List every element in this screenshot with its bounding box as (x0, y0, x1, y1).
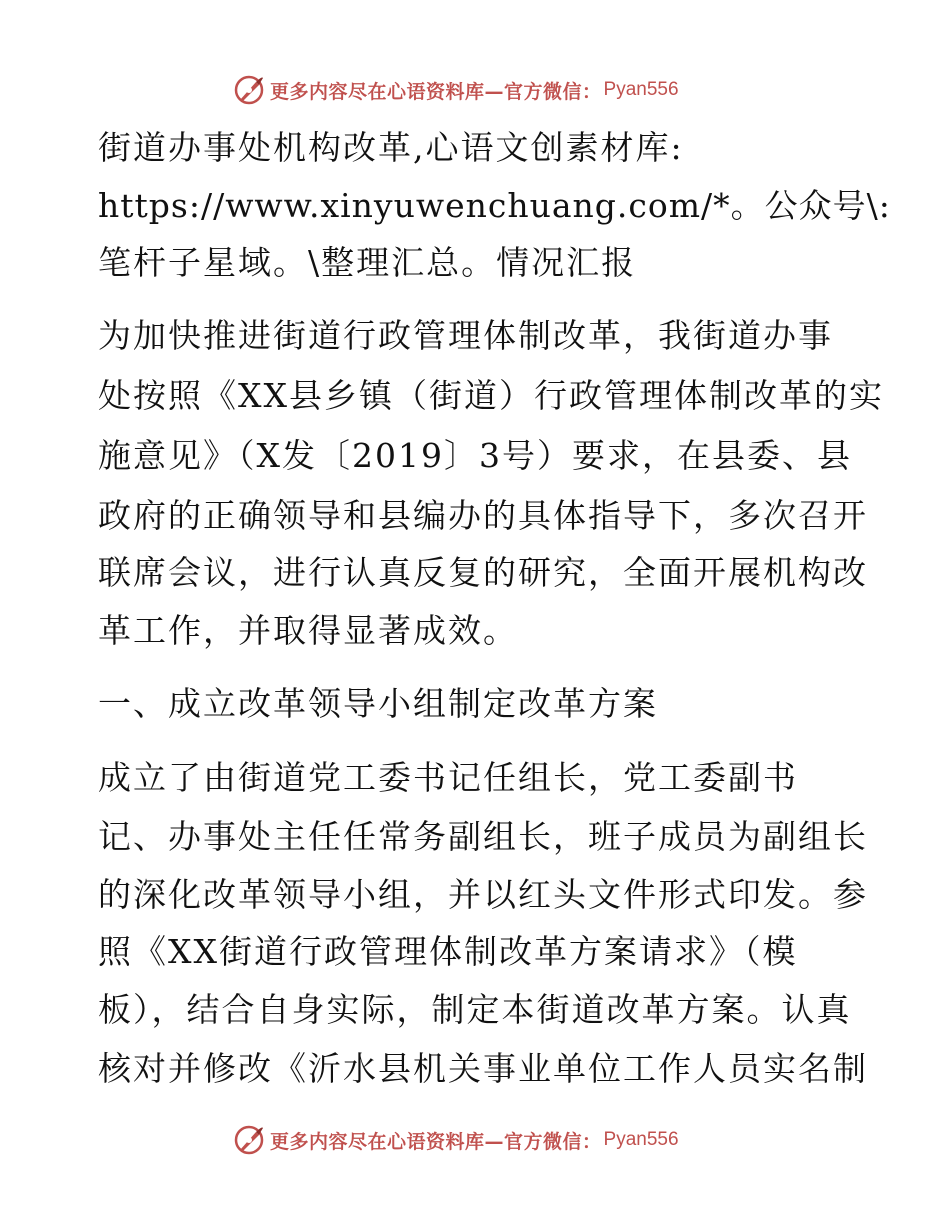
watermark-text: 更多内容尽在心语资料库—官方微信： (270, 1130, 602, 1153)
title-line-2: https://www.xinyuwenchuang.com/*。公众号\: (98, 186, 891, 225)
watermark-wechat-id: Pyan556 (603, 1129, 679, 1150)
watermark-text: 更多内容尽在心语资料库—官方微信： (270, 80, 602, 103)
body-line-2: 记、办事处主任任常务副组长，班子成员为副组长 (98, 817, 868, 856)
body-line-5: 板），结合自身实际，制定本街道改革方案。认真 (98, 990, 852, 1029)
body-line-4: 照《XX街道行政管理体制改革方案请求》（模 (98, 932, 798, 971)
intro-line-3: 施意见》（X发〔2019〕3号）要求，在县委、县 (98, 436, 852, 475)
intro-line-6: 革工作，并取得显著成效。 (98, 611, 518, 650)
footer-watermark (232, 1122, 679, 1158)
intro-line-1: 为加快推进街道行政管理体制改革，我街道办事 (98, 316, 833, 355)
quill-logo-icon (232, 73, 266, 107)
quill-logo-icon (232, 1123, 266, 1157)
header-watermark (232, 72, 679, 108)
intro-line-4: 政府的正确领导和县编办的具体指导下，多次召开 (98, 496, 868, 535)
body-line-3: 的深化改革领导小组，并以红头文件形式印发。参 (98, 875, 868, 914)
body-line-1: 成立了由街道党工委书记任组长，党工委副书 (98, 758, 798, 797)
intro-line-2: 处按照《XX县乡镇（街道）行政管理体制改革的实 (98, 376, 884, 415)
title-line-3: 笔杆子星域。\整理汇总。情况汇报 (98, 243, 637, 282)
section-heading: 一、成立改革领导小组制定改革方案 (98, 684, 658, 723)
title-line-1: 街道办事处机构改革,心语文创素材库: (98, 128, 684, 167)
watermark-wechat-id: Pyan556 (603, 79, 679, 100)
body-line-6: 核对并修改《沂水县机关事业单位工作人员实名制 (98, 1049, 868, 1088)
intro-line-5: 联席会议，进行认真反复的研究，全面开展机构改 (98, 553, 868, 592)
